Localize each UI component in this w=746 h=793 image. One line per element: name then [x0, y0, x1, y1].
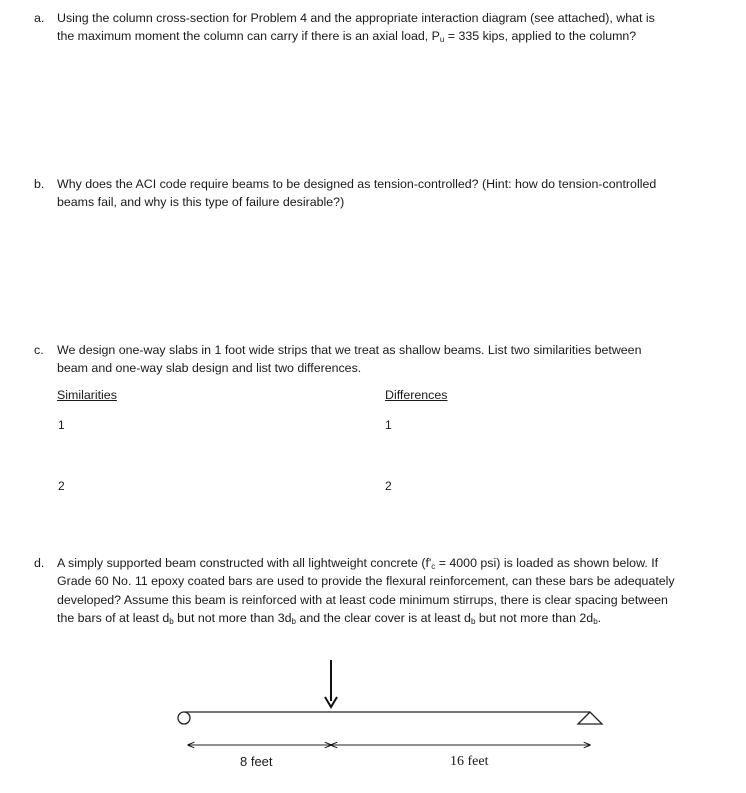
- question-b-letter: b.: [34, 177, 45, 191]
- difference-2-number: 2: [385, 479, 392, 493]
- subscript-u: u: [439, 35, 445, 45]
- pin-support: [578, 712, 602, 724]
- question-d-line-2: Grade 60 No. 11 epoxy coated bars are used to provide the flexural reinforcement, can these bars be adequately: [57, 574, 675, 589]
- question-d-letter: d.: [34, 556, 45, 570]
- question-d-line-3: developed? Assume this beam is reinforced with at least code minimum stirrups, there is clear spacing between: [57, 592, 668, 607]
- roller-support: [178, 712, 190, 724]
- question-d-line-1-end: = 4000 psi) is loaded as shown below. If: [435, 556, 659, 570]
- similarity-2-number: 2: [58, 479, 65, 493]
- subscript-b-3: b: [470, 616, 476, 626]
- subscript-c: c: [431, 562, 436, 571]
- question-d-line-4-d: but not more than 2d: [475, 610, 594, 625]
- question-c-line-2: beam and one-way slab design and list two differences.: [57, 361, 362, 376]
- question-b-line-1: Why does the ACI code require beams to be designed as tension-controlled? (Hint: how do tension-controlled: [57, 177, 657, 191]
- similarity-1-number: 1: [58, 418, 65, 432]
- subscript-b-1: b: [169, 616, 174, 626]
- difference-1-number: 1: [385, 418, 392, 432]
- question-c-letter: c.: [34, 343, 44, 357]
- subscript-b-2: b: [291, 616, 296, 626]
- question-d-line-1-text: A simply supported beam constructed with all lightweight concrete (f': [57, 556, 432, 570]
- question-d-line-4-b: but not more than 3d: [173, 610, 292, 625]
- question-d-line-4-e: .: [597, 610, 602, 625]
- question-c-line-1: We design one-way slabs in 1 foot wide strips that we treat as shallow beams. List two similarities between: [57, 343, 642, 357]
- differences-header: Differences: [385, 388, 448, 402]
- question-b-line-2: beams fail, and why is this type of failure desirable?): [57, 195, 345, 210]
- left-span-label: 8 feet: [240, 754, 273, 769]
- point-load-arrow: [325, 660, 337, 707]
- question-a-line-2-text: the maximum moment the column can carry if there is an axial load, P: [57, 29, 440, 44]
- question-d-line-4-a: the bars of at least d: [57, 610, 170, 625]
- question-a-line-2-end: = 335 kips, applied to the column?: [444, 29, 637, 44]
- similarities-header: Similarities: [57, 388, 117, 402]
- question-a-letter: a.: [34, 11, 45, 25]
- question-a-line-1: Using the column cross-section for Problem 4 and the appropriate interaction diagram (see attached), what is: [57, 11, 655, 25]
- question-d-line-4-c: and the clear cover is at least d: [295, 610, 471, 625]
- subscript-b-4: b: [593, 616, 598, 626]
- right-span-label: 16 feet: [450, 754, 489, 769]
